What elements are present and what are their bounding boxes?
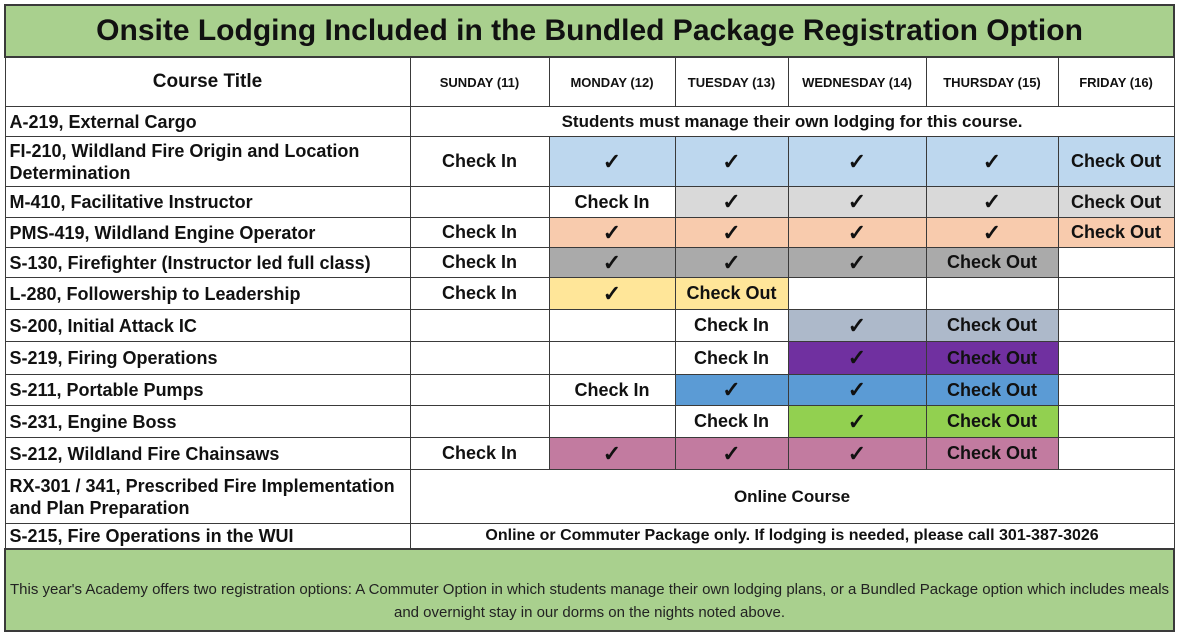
check-mark-icon: ✓ <box>788 218 926 248</box>
table-row <box>5 342 1174 375</box>
empty-cell <box>788 278 926 310</box>
course-title: S-212, Wildland Fire Chainsaws <box>5 438 410 470</box>
check-in-cell: Check In <box>549 187 675 218</box>
check-mark-icon: ✓ <box>549 438 675 470</box>
check-out-cell: Check Out <box>675 278 788 310</box>
table-row <box>5 248 1174 278</box>
table-row <box>5 310 1174 342</box>
check-mark-icon: ✓ <box>926 137 1058 187</box>
course-title: A-219, External Cargo <box>5 107 410 137</box>
empty-cell <box>1058 310 1174 342</box>
table-row <box>5 438 1174 470</box>
course-title: S-211, Portable Pumps <box>5 375 410 406</box>
check-mark-icon: ✓ <box>675 187 788 218</box>
check-in-cell: Check In <box>410 278 549 310</box>
course-title: S-231, Engine Boss <box>5 406 410 438</box>
check-in-cell: Check In <box>675 310 788 342</box>
check-mark-icon: ✓ <box>788 187 926 218</box>
table-row <box>5 524 1174 549</box>
check-mark-icon: ✓ <box>788 137 926 187</box>
table-row <box>5 218 1174 248</box>
check-mark-icon: ✓ <box>675 438 788 470</box>
registration-options-footer: This year's Academy offers two registration options: A Commuter Option in which students manage their own lodging plans, or a Bundled Package option which includes meals and overnight stay in our dorms on the nights noted above. <box>5 549 1174 631</box>
check-mark-icon: ✓ <box>788 375 926 406</box>
course-title: S-200, Initial Attack IC <box>5 310 410 342</box>
empty-cell <box>1058 375 1174 406</box>
course-title: S-215, Fire Operations in the WUI <box>5 524 410 549</box>
table-row <box>5 470 1174 524</box>
header-sunday: SUNDAY (11) <box>410 57 549 107</box>
table-row <box>5 406 1174 438</box>
check-in-cell: Check In <box>410 438 549 470</box>
table-row <box>5 107 1174 137</box>
empty-cell <box>1058 406 1174 438</box>
check-mark-icon: ✓ <box>926 218 1058 248</box>
check-out-cell: Check Out <box>1058 187 1174 218</box>
header-monday: MONDAY (12) <box>549 57 675 107</box>
empty-cell <box>549 406 675 438</box>
check-out-cell: Check Out <box>926 406 1058 438</box>
lodging-table <box>4 4 1175 632</box>
check-mark-icon: ✓ <box>549 218 675 248</box>
check-mark-icon: ✓ <box>675 375 788 406</box>
check-out-cell: Check Out <box>926 342 1058 375</box>
table-row <box>5 187 1174 218</box>
empty-cell <box>549 342 675 375</box>
check-mark-icon: ✓ <box>675 137 788 187</box>
check-in-cell: Check In <box>410 248 549 278</box>
empty-cell <box>410 187 549 218</box>
empty-cell <box>1058 438 1174 470</box>
empty-cell <box>1058 278 1174 310</box>
check-in-cell: Check In <box>549 375 675 406</box>
check-out-cell: Check Out <box>1058 218 1174 248</box>
empty-cell <box>1058 342 1174 375</box>
check-mark-icon: ✓ <box>788 342 926 375</box>
check-mark-icon: ✓ <box>675 218 788 248</box>
online-course-note: Online Course <box>410 470 1174 524</box>
table-row <box>5 278 1174 310</box>
check-mark-icon: ✓ <box>788 248 926 278</box>
empty-cell <box>410 310 549 342</box>
check-mark-icon: ✓ <box>549 137 675 187</box>
empty-cell <box>410 406 549 438</box>
course-title: M-410, Facilitative Instructor <box>5 187 410 218</box>
course-title: S-219, Firing Operations <box>5 342 410 375</box>
check-mark-icon: ✓ <box>788 406 926 438</box>
header-wednesday: WEDNESDAY (14) <box>788 57 926 107</box>
check-in-cell: Check In <box>410 218 549 248</box>
check-mark-icon: ✓ <box>788 438 926 470</box>
empty-cell <box>549 310 675 342</box>
check-out-cell: Check Out <box>926 375 1058 406</box>
header-friday: FRIDAY (16) <box>1058 57 1174 107</box>
page-title: Onsite Lodging Included in the Bundled Package Registration Option <box>5 5 1174 57</box>
course-title: RX-301 / 341, Prescribed Fire Implementation and Plan Preparation <box>5 470 410 524</box>
table-row <box>5 375 1174 406</box>
check-mark-icon: ✓ <box>675 248 788 278</box>
empty-cell <box>1058 248 1174 278</box>
header-thursday: THURSDAY (15) <box>926 57 1058 107</box>
empty-cell <box>410 342 549 375</box>
course-title: L-280, Followership to Leadership <box>5 278 410 310</box>
table-row <box>5 137 1174 187</box>
check-out-cell: Check Out <box>926 438 1058 470</box>
check-out-cell: Check Out <box>926 310 1058 342</box>
check-out-cell: Check Out <box>926 248 1058 278</box>
check-mark-icon: ✓ <box>549 278 675 310</box>
course-title: S-130, Firefighter (Instructor led full class) <box>5 248 410 278</box>
header-tuesday: TUESDAY (13) <box>675 57 788 107</box>
check-mark-icon: ✓ <box>549 248 675 278</box>
check-in-cell: Check In <box>410 137 549 187</box>
header-course-title: Course Title <box>5 57 410 107</box>
course-title: FI-210, Wildland Fire Origin and Location Determination <box>5 137 410 187</box>
empty-cell <box>926 278 1058 310</box>
check-in-cell: Check In <box>675 406 788 438</box>
commuter-only-note: Online or Commuter Package only. If lodging is needed, please call 301-387-3026 <box>410 524 1174 549</box>
own-lodging-note: Students must manage their own lodging for this course. <box>410 107 1174 137</box>
empty-cell <box>410 375 549 406</box>
check-mark-icon: ✓ <box>926 187 1058 218</box>
course-title: PMS-419, Wildland Engine Operator <box>5 218 410 248</box>
check-out-cell: Check Out <box>1058 137 1174 187</box>
check-mark-icon: ✓ <box>788 310 926 342</box>
check-in-cell: Check In <box>675 342 788 375</box>
